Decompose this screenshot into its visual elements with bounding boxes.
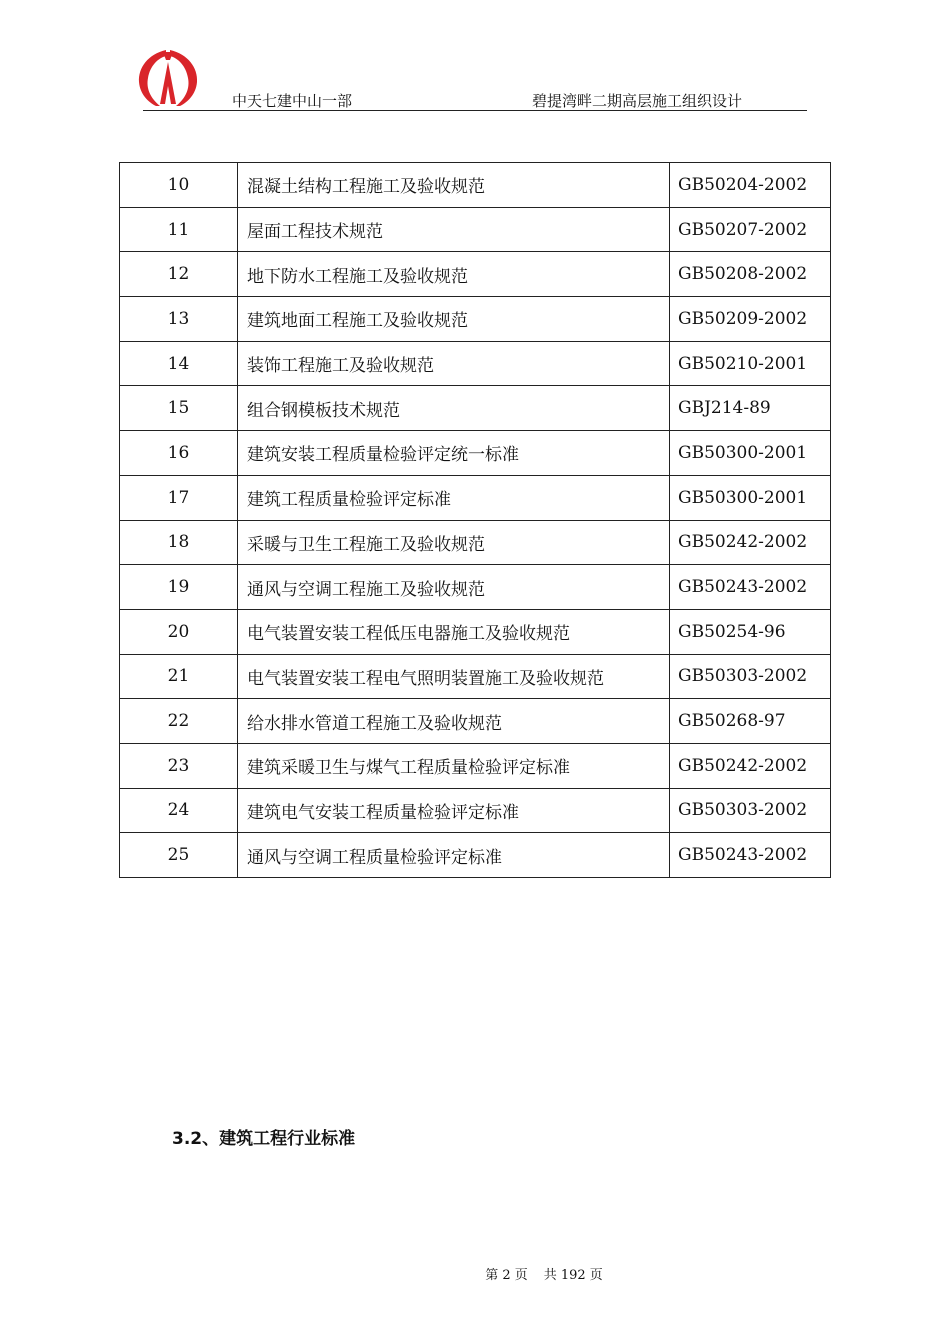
standard-code: GBJ214-89 [670,386,831,431]
table-row [120,207,831,252]
table-row [120,833,831,878]
standard-name: 地下防水工程施工及验收规范 [238,252,670,297]
row-number: 22 [120,699,238,744]
section-heading: 3.2、建筑工程行业标准 [172,1129,356,1149]
table-row [120,743,831,788]
table-row [120,341,831,386]
row-number: 20 [120,609,238,654]
standard-name: 建筑电气安装工程质量检验评定标准 [238,788,670,833]
table-row [120,297,831,342]
standard-code: GB50303-2002 [670,788,831,833]
standard-name: 电气装置安装工程低压电器施工及验收规范 [238,609,670,654]
table-row [120,565,831,610]
row-number: 12 [120,252,238,297]
row-number: 24 [120,788,238,833]
standard-name: 建筑采暖卫生与煤气工程质量检验评定标准 [238,743,670,788]
standard-name: 通风与空调工程施工及验收规范 [238,565,670,610]
standard-name: 电气装置安装工程电气照明装置施工及验收规范 [238,654,670,699]
company-logo-icon [136,46,200,108]
standard-code: GB50243-2002 [670,565,831,610]
standard-name: 建筑工程质量检验评定标准 [238,475,670,520]
table-row [120,163,831,208]
table-row [120,609,831,654]
standard-code: GB50254-96 [670,609,831,654]
table-row [120,431,831,476]
row-number: 23 [120,743,238,788]
standard-name: 屋面工程技术规范 [238,207,670,252]
table-row [120,252,831,297]
standards-table [119,162,831,878]
standard-code: GB50242-2002 [670,520,831,565]
standard-code: GB50243-2002 [670,833,831,878]
header-divider [143,110,807,111]
header-company: 中天七建中山一部 [232,92,353,110]
standard-code: GB50204-2002 [670,163,831,208]
standard-code: GB50242-2002 [670,743,831,788]
row-number: 21 [120,654,238,699]
row-number: 15 [120,386,238,431]
row-number: 17 [120,475,238,520]
row-number: 14 [120,341,238,386]
standard-name: 建筑地面工程施工及验收规范 [238,297,670,342]
table-row [120,520,831,565]
standard-name: 装饰工程施工及验收规范 [238,341,670,386]
row-number: 10 [120,163,238,208]
standard-name: 给水排水管道工程施工及验收规范 [238,699,670,744]
standard-code: GB50303-2002 [670,654,831,699]
table-row [120,475,831,520]
table-row [120,654,831,699]
row-number: 19 [120,565,238,610]
standard-code: GB50268-97 [670,699,831,744]
standard-code: GB50207-2002 [670,207,831,252]
footer-page-number: 第 2 页 [485,1268,528,1283]
footer-total-pages: 共 192 页 [543,1268,603,1283]
standard-name: 建筑安装工程质量检验评定统一标准 [238,431,670,476]
standard-code: GB50300-2001 [670,475,831,520]
standard-name: 组合钢模板技术规范 [238,386,670,431]
table-row [120,386,831,431]
row-number: 25 [120,833,238,878]
row-number: 13 [120,297,238,342]
standard-code: GB50210-2001 [670,341,831,386]
row-number: 18 [120,520,238,565]
row-number: 16 [120,431,238,476]
table-row [120,699,831,744]
standard-name: 采暖与卫生工程施工及验收规范 [238,520,670,565]
standard-code: GB50208-2002 [670,252,831,297]
standard-name: 混凝土结构工程施工及验收规范 [238,163,670,208]
standard-name: 通风与空调工程质量检验评定标准 [238,833,670,878]
standard-code: GB50300-2001 [670,431,831,476]
page-footer [0,1264,950,1283]
header-document-title: 碧提湾畔二期高层施工组织设计 [532,92,743,110]
row-number: 11 [120,207,238,252]
standard-code: GB50209-2002 [670,297,831,342]
table-row [120,788,831,833]
